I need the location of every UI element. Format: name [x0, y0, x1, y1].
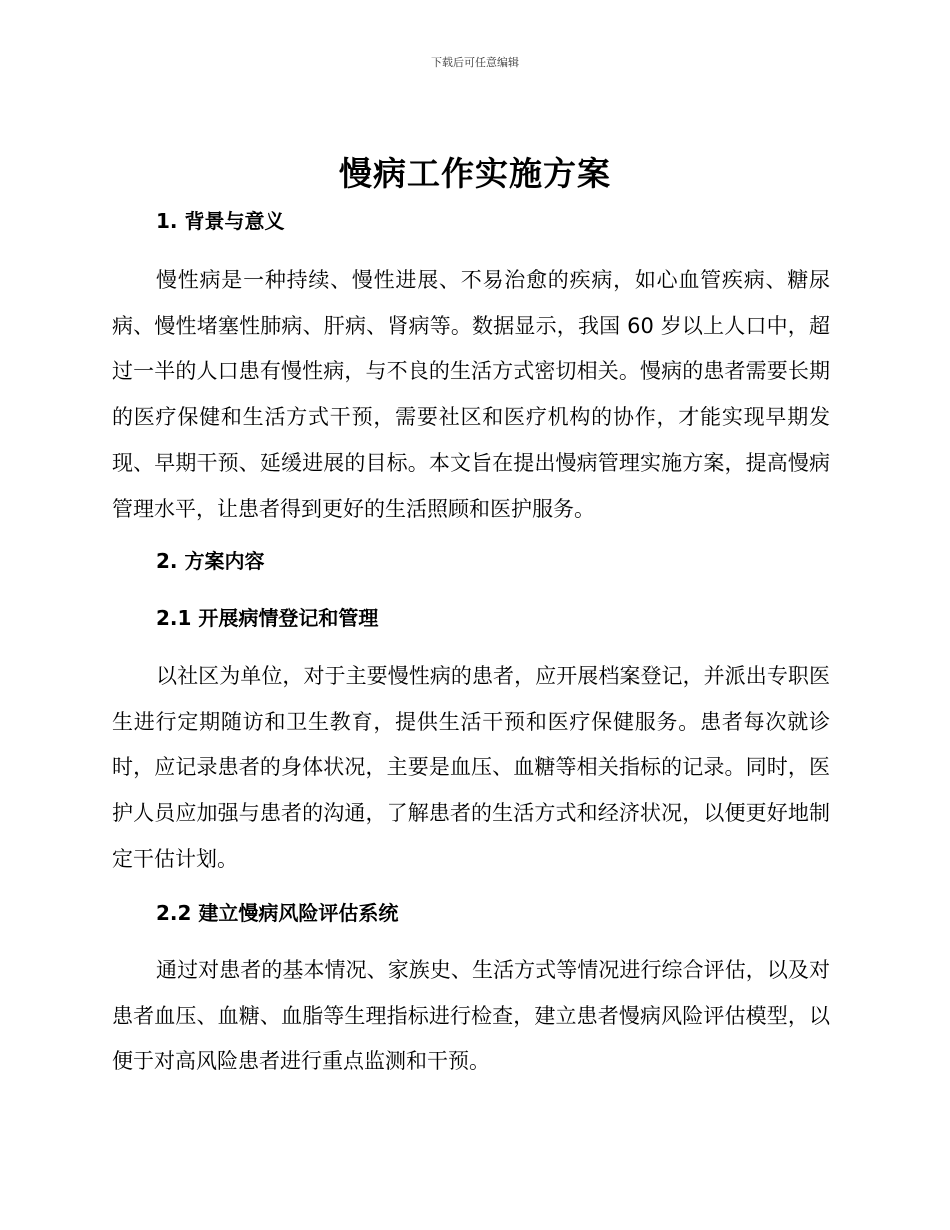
- section-heading-plan-content: 2. 方案内容: [156, 549, 265, 573]
- document-title: 慢病工作实施方案: [339, 154, 611, 193]
- section-heading-risk-assessment: 2.2 建立慢病风险评估系统: [156, 901, 399, 925]
- paragraph-background: 慢性病是一种持续、慢性进展、不易治愈的疾病，如心血管疾病、糖尿病、慢性堵塞性肺病、肝病、肾病等。数据显示，我国 60 岁以上人口中，超过一半的人口患有慢性病，与不良的生活方式密切相关。慢病的患者需要长期的医疗保健和生活方式干预，需要社区和医疗机构的协作，才能实现早期发现、早期干预、延缓进展的目标。本文旨在提出慢病管理实施方案，提高慢病管理水平，让患者得到更好的生活照顾和医护服务。: [112, 268, 830, 521]
- section-heading-registration: 2.1 开展病情登记和管理: [156, 606, 379, 630]
- paragraph-registration: 以社区为单位，对于主要慢性病的患者，应开展档案登记，并派出专职医生进行定期随访和卫生教育，提供生活干预和医疗保健服务。患者每次就诊时，应记录患者的身体状况，主要是血压、血糖等相关指标的记录。同时，医护人员应加强与患者的沟通，了解患者的生活方式和经济状况，以便更好地制定干估计划。: [112, 664, 830, 871]
- paragraph-risk-assessment: 通过对患者的基本情况、家族史、生活方式等情况进行综合评估，以及对患者血压、血糖、血脂等生理指标进行检查，建立患者慢病风险评估模型，以便于对高风险患者进行重点监测和干预。: [112, 958, 830, 1074]
- section-heading-background: 1. 背景与意义: [156, 209, 285, 233]
- page-header-note: 下载后可任意编辑: [431, 56, 519, 69]
